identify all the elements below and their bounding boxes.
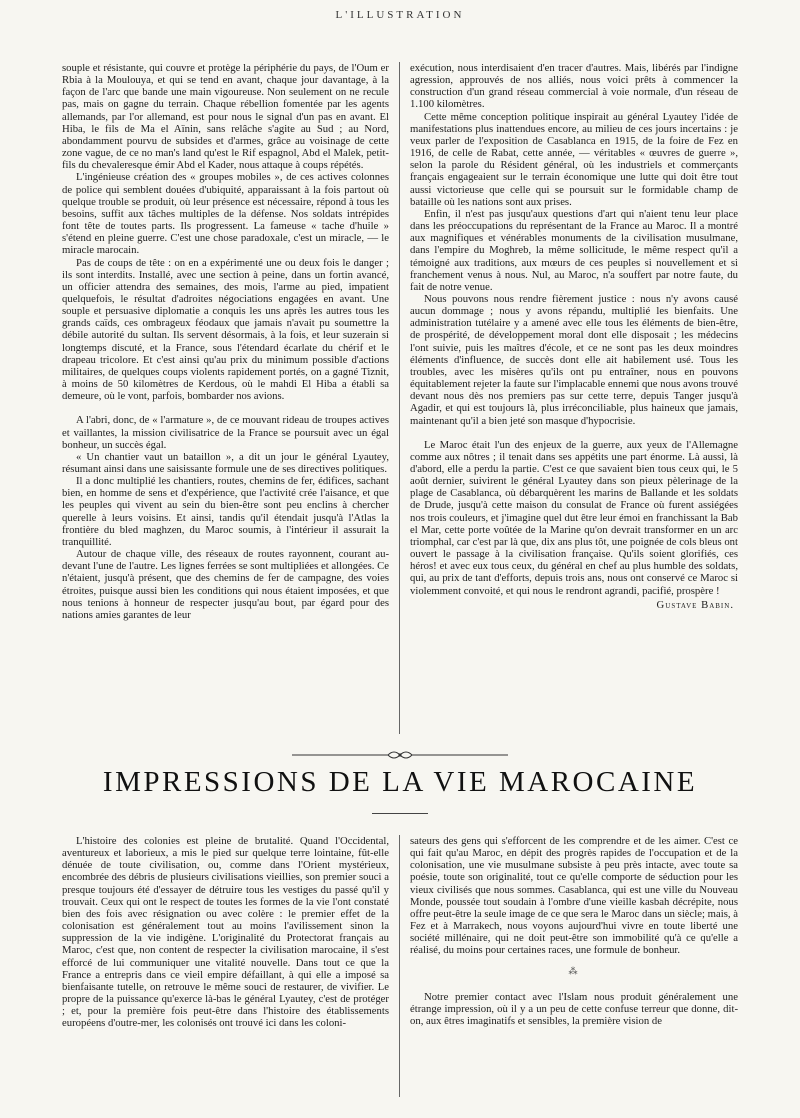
- paragraph: Le Maroc était l'un des enjeux de la guerre, aux yeux de l'Allemagne comme aux nôtres ; il tenait dans ses appétits une part énorme. Là aussi, là d'abord, elle a perdu la partie. C'est ce que savaient bien tous ceux qui, le 5 août dernier, suivirent le général Lyautey dans son pieux pèlerinage de la plage de Casablanca, où débarquèrent les marins de Ballande et les soldats de Drude, jusqu'à cette maison du consulat de France où furent assiégées nos trois couleurs, et j'imagine quel dut être leur émoi en franchissant la Bab el Mar, cette porte voûtée de la Marine qu'on devrait transformer en un arc triomphal, car c'est par là que, dix ans plus tôt, une poignée de cols bleus ont ouvert le passage à la civilisation française. Qu'ils soient glorifiés, ces héros! et avec eux tous ceux, du général en chef au plus humble des soldats, qui, au prix de tant d'efforts, depuis trois ans, nous ont conservé ce Maroc si violemment convoité, et qui nous le rendront agrandi, pacifié, prospère !: [410, 438, 738, 597]
- paragraph: L'ingénieuse création des « groupes mobiles », de ces actives colonnes de police qui semblent douées d'ubiquité, apparaissant à la fois partout où quelque trouble se produit, où leur présence est nécessaire, répond à tous les besoins, suffit aux tâches multiples de la défense. Nos soldats intrépides font tête de toutes parts. Ils progressent. La fameuse « tache d'huile » s'étend en pleine guerre. C'est une chose paradoxale, c'est un miracle, — le miracle marocain.: [62, 171, 389, 257]
- section-title: IMPRESSIONS DE LA VIE MAROCAINE: [102, 766, 698, 798]
- paragraph: L'histoire des colonies est pleine de brutalité. Quand l'Occidental, aventureux et laborieux, a mis le pied sur quelque terre lointaine, fût-elle dénuée de toute civilisation, ou, comme dans l'Orient mystérieux, encombrée des débris de plusieurs civilisations vieillies, son premier souci a presque toujours été d'essayer de détruire tous les vestiges du passé qu'il y trouvait. Ceux qui ont le respect de toutes les formes de la vie l'ont constaté bien des fois avec résignation ou avec colère : le premier effet de la colonisation est généralement tout au moins l'avilissement sinon la suppression de la vie indigène. L'originalité du Protectorat français au Maroc, c'est que, non content de respecter la civilisation marocaine, il s'est efforcé de lui communiquer une vitalité nouvelle. Dans tout ce que la France a entrepris dans ce vieil empire défaillant, à qui elle a imposé sa bienfaisante tutelle, on retrouve le même souci de restaurer, de vivifier. Le propre de la puissance qu'exerce là-bas le général Lyautey, c'est de protéger ; et, pour la première fois peut-être dans l'histoire des établissements européens d'outre-mer, les colonisés ont trouvé ici dans les coloni-: [62, 835, 389, 1030]
- title-underline: [372, 813, 428, 814]
- author-signature: Gustave Babin.: [656, 598, 734, 611]
- section-column-left: [62, 835, 389, 1030]
- paragraph: Enfin, il n'est pas jusqu'aux questions d'art qui n'aient tenu leur place dans les préoccupations du représentant de la France au Maroc. Il a montré aux magnifiques et vénérables monuments de la civilisation musulmane, dans l'empire du Moghreb, la même sollicitude, le même respect qu'il a témoigné aux traditions, aux mœurs de ces peuples si nouvellement et si franchement venus à nous. Nul, au Maroc, n'a souffert par notre faute, du fait de notre venue.: [410, 207, 738, 293]
- paragraph: souple et résistante, qui couvre et protège la périphérie du pays, de l'Oum er Rbia à la Moulouya, et qui se tend en avant, chaque jour davantage, à la façon de l'arc que bande une main vigoureuse. Non seulement on ne recule pas, mais on gagne du terrain. Chaque rébellion fomentée par les agents allemands, par l'or allemand, est pour nous le signal d'un pas en avant. El Hiba, le fils de Ma el Aïnin, sans relâche s'agite au Sud ; au Nord, abondamment pourvu de subsides et d'armes, grâce au voisinage de cette zone vague, de ce no man's land qu'est le Rif espagnol, Abd el Malek, petit-fils du chevaleresque émir Abd el Kader, nous attaque à coups répétés.: [62, 62, 389, 172]
- asterism-separator: ⁂: [568, 965, 580, 976]
- paragraph: sateurs des gens qui s'efforcent de les comprendre et de les aimer. C'est ce qui fait qu'au Maroc, en dépit des progrès rapides de l'occupation et de la colonisation, une vie musulmane subsiste à peu près intacte, avec toute sa poésie, toute son originalité, tout ce qu'elle comporte de séduction pour les vieux civilisés que nous sommes. Casablanca, qui est une ville du Nouveau Monde, poussée tout soudain à l'ombre d'une vieille kasbah décrépite, nous offre peut-être la seule image de ce que sera le Maroc dans un siècle; mais, à Fez et à Marrakech, nous voyons aujourd'hui vivre en toute liberté une société millénaire, qui ne doit peut-être son immobilité qu'à ce qu'elle a réalisé, du moins pour certaines races, une formule de bonheur.: [410, 835, 738, 957]
- ornament-divider: [292, 748, 508, 762]
- paragraph: Cette même conception politique inspirait au général Lyautey l'idée de manifestations plus inattendues encore, au milieu de ces jours incertains : je veux parler de l'exposition de Casablanca en 1915, de la foire de Fez en 1916, de celle de Rabat, cette année, — véritables « œuvres de guerre », selon la parole du Résident général, où les industriels et commerçants français engageaient sur le terrain économique une lutte qui doit être tout aussi victorieuse que celle qui se poursuit sur le formidable champ de bataille où les nations sont aux prises.: [410, 110, 738, 208]
- column-divider: [399, 62, 400, 734]
- section-column-right: [410, 835, 738, 1027]
- paragraph: Il a donc multiplié les chantiers, routes, chemins de fer, édifices, sachant bien, en homme de sens et d'expérience, que l'activité crée l'aisance, et que les peuples qui vivent au sein du bien-être sont peu enclins à chercher querelle à leurs voisins. Et ainsi, tandis qu'il étendait jusqu'à l'Atlas la frontière du bled maghzen, du Maroc soumis, à l'intérieur il assurait la tranquillité.: [62, 475, 389, 548]
- article-column-left: [62, 62, 389, 621]
- paragraph: A l'abri, donc, de « l'armature », de ce mouvant rideau de troupes actives et vaillantes, la mission civilisatrice de la France se poursuit avec un égal bonheur, un succès égal.: [62, 414, 389, 451]
- paragraph: Autour de chaque ville, des réseaux de routes rayonnent, courant au-devant l'une de l'autre. Les lignes ferrées se sont multipliées et allongées. Ce n'étaient, jusqu'à présent, que des chemins de fer de campagne, des voies étroites, puisque aussi bien les conditions qui nous étaient imposées, et que nous tenions à honneur de respecter jusqu'au bout, par égard pour des nations amies garantes de leur: [62, 548, 389, 621]
- running-head: L'ILLUSTRATION: [335, 9, 465, 21]
- paragraph: Pas de coups de tête : on en a expérimenté une ou deux fois le danger ; ils sont interdits. Installé, avec une section à peine, dans un fortin avancé, un officier attendra des semaines, des mois, l'arme au pied, impatient quelquefois, le résultat d'adroites négociations engagées en avant. Une souple et persuasive diplomatie a conquis les uns après les autres tous les grands caïds, ces ombrageux féodaux que jamais n'avait pu soumettre la débile autorité du sultan. Ils servent désormais, à la fois, et leur suzerain si longtemps discuté, et la France, sous l'étendard écarlate du chérif et le drapeau tricolore. Et c'est ainsi qu'au prix du minimum possible d'actions militaires, de quelques coups violents rapidement portés, on a gagné Tiznit, à moins de 50 kilomètres de Kerdous, où le mahdi El Hiba a établi sa demeure, où le vont, parfois, bombarder nos avions.: [62, 256, 389, 403]
- column-divider: [399, 835, 400, 1097]
- article-column-right: [410, 62, 738, 611]
- paragraph: « Un chantier vaut un bataillon », a dit un jour le général Lyautey, résumant ainsi dans une saisissante formule une de ses directives politiques.: [62, 450, 389, 475]
- paragraph: Notre premier contact avec l'Islam nous produit généralement une étrange impression, où il y a un peu de cette confuse terreur que donne, dit-on, aux êtres imaginatifs et sensibles, la première vision de: [410, 990, 738, 1028]
- paragraph: exécution, nous interdisaient d'en tracer d'autres. Mais, libérés par l'indigne agression, approuvés de nos alliés, nous voici prêts à commencer la construction d'un grand réseau commercial à voie normale, d'un réseau de 1.100 kilomètres.: [410, 62, 738, 111]
- paragraph: Nous pouvons nous rendre fièrement justice : nous n'y avons causé aucun dommage ; nous y avons répandu, multiplié les bienfaits. Une administration tutélaire y a amené avec elle tous les éléments de bien-être, de prospérité, de développement moral dont elle disposait ; les médecins l'ont suivie, puis les maîtres d'école, et ce ne sont pas les deux moindres éléments d'influence, de succès dont elle ait habilement usé. Tous les troubles, avec les misères qu'ils ont pu entraîner, nous en pouvons équitablement rejeter la faute sur l'implacable ennemi que nous avons trouvé devant nous dès nos premiers pas sur cette terre, depuis Tanger jusqu'à Agadir, et qui est toujours là, plus irréconciliable, plus haineux que jamais, maintenant qu'il a bien jeté son masque d'hypocrisie.: [410, 292, 738, 427]
